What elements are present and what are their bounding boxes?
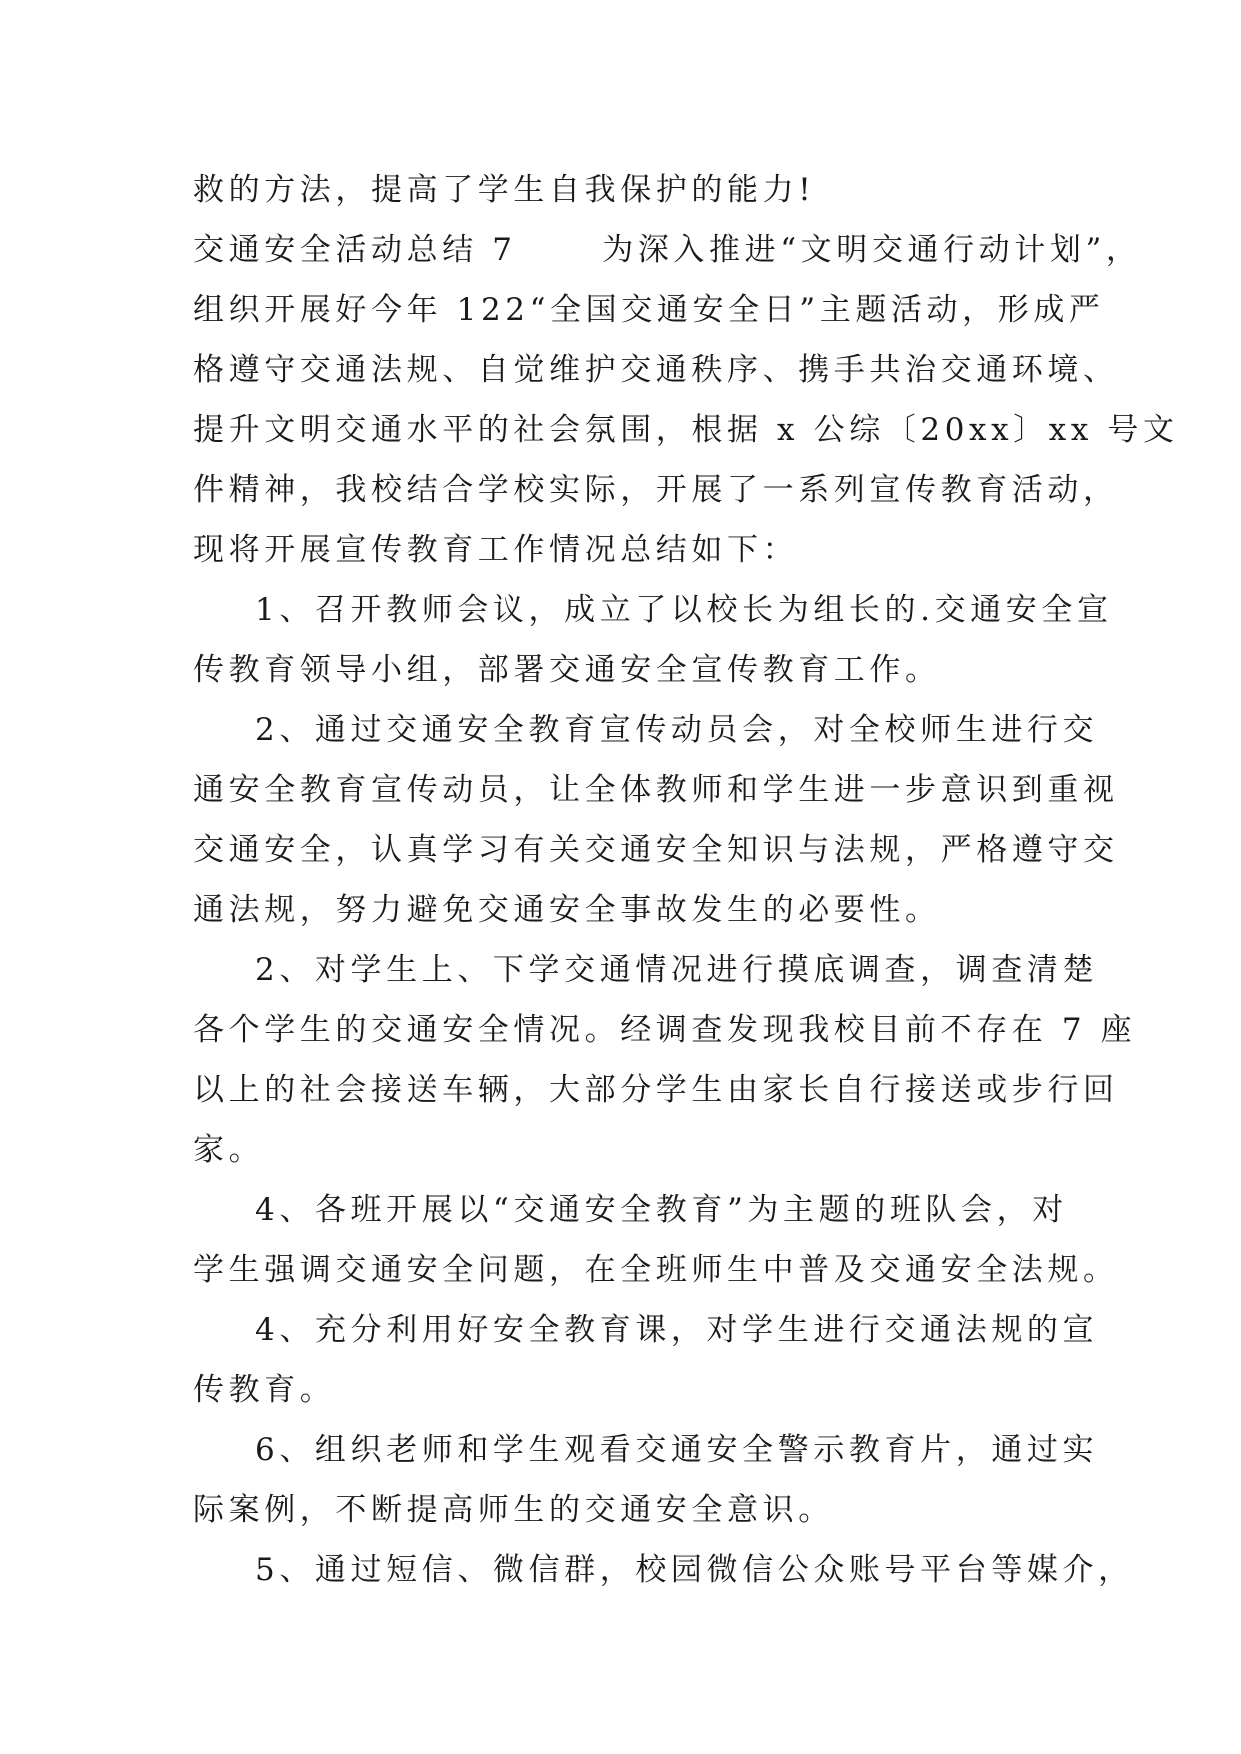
text-line: 件精神，我校结合学校实际，开展了一系列宣传教育活动，	[193, 472, 1119, 508]
paragraph-start-line: 6、组织老师和学生观看交通安全警示教育片，通过实	[255, 1432, 1099, 1468]
paragraph-start-line: 4、各班开展以“交通安全教育”为主题的班队会，对	[255, 1192, 1068, 1228]
text-line: 提升文明交通水平的社会氛围，根据 x 公综〔20xx〕xx 号文	[193, 412, 1179, 448]
paragraph-start-line: 2、对学生上、下学交通情况进行摸底调查，调查清楚	[255, 952, 1099, 988]
text-line: 以上的社会接送车辆，大部分学生由家长自行接送或步行回	[193, 1072, 1119, 1108]
text-line: 家。	[193, 1132, 265, 1168]
text-line: 救的方法，提高了学生自我保护的能力!	[193, 172, 816, 208]
body-text	[193, 160, 1179, 1600]
text-line: 传教育。	[193, 1372, 336, 1408]
text-line: 通安全教育宣传动员，让全体教师和学生进一步意识到重视	[193, 772, 1119, 808]
paragraph-start-line: 5、通过短信、微信群，校园微信公众账号平台等媒介，	[255, 1552, 1134, 1588]
text-line: 传教育领导小组，部署交通安全宣传教育工作。	[193, 652, 941, 688]
text-line: 组织开展好今年 122“全国交通安全日”主题活动，形成严	[193, 292, 1105, 328]
paragraph-start-line: 2、通过交通安全教育宣传动员会，对全校师生进行交	[255, 712, 1099, 748]
text-line: 学生强调交通安全问题，在全班师生中普及交通安全法规。	[193, 1252, 1119, 1288]
text-line: 交通安全，认真学习有关交通安全知识与法规，严格遵守交	[193, 832, 1119, 868]
text-line: 交通安全活动总结 7 为深入推进“文明交通行动计划”，	[193, 232, 1142, 268]
text-line: 际案例，不断提高师生的交通安全意识。	[193, 1492, 834, 1528]
paragraph-start-line: 4、充分利用好安全教育课，对学生进行交通法规的宣	[255, 1312, 1099, 1348]
text-line: 现将开展宣传教育工作情况总结如下：	[193, 532, 799, 568]
text-line: 格遵守交通法规、自觉维护交通秩序、携手共治交通环境、	[193, 352, 1119, 388]
paragraph-start-line: 1、召开教师会议，成立了以校长为组长的.交通安全宣	[255, 592, 1113, 628]
text-line: 通法规，努力避免交通安全事故发生的必要性。	[193, 892, 941, 928]
text-line: 各个学生的交通安全情况。经调查发现我校目前不存在 7 座	[193, 1012, 1137, 1048]
